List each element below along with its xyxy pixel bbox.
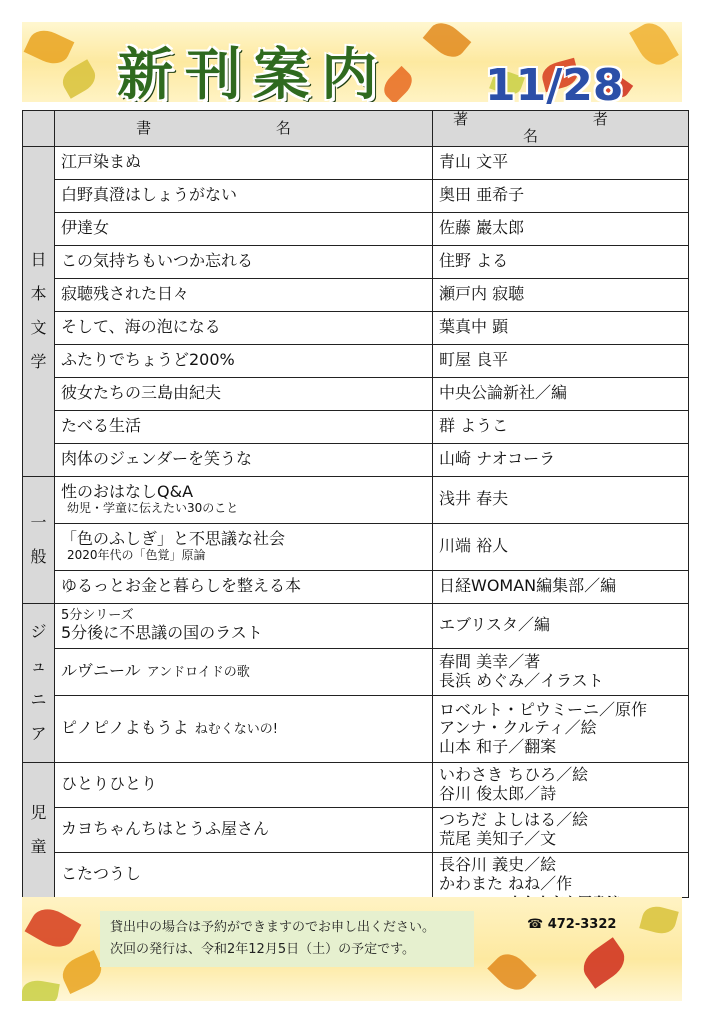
book-author: アンナ・クルティ／絵 [439,718,597,738]
table-row [23,212,689,245]
table-row [23,852,689,897]
book-title: 「色のふしぎ」と不思議な社会 [61,529,286,549]
book-author-cell [433,212,689,245]
book-author-cell [433,245,689,278]
book-author: つちだ よしはる／絵 [439,810,589,830]
book-title: ひとりひとり [61,774,158,794]
book-author: 川端 裕人 [439,536,509,556]
category-label: 一般 [30,512,47,566]
book-title-cell [55,344,433,377]
category-label: 日本文学 [30,250,47,371]
book-author-cell [433,311,689,344]
book-author-cell [433,377,689,410]
book-title-cell [55,603,433,648]
book-subtitle: 2020年代の「色覚」原論 [67,547,206,562]
book-author: 荒尾 美知子／文 [439,828,557,848]
book-title: この気持ちもいつか忘れる [61,251,254,271]
book-title: 伊達女 [61,218,110,238]
table-row [23,245,689,278]
book-author: ロベルト・ピウミーニ／原作 [439,699,648,719]
issue-date: 11/28 [485,60,624,111]
autumn-leaf-icon [24,25,75,70]
autumn-leaf-icon [487,947,536,996]
book-author-cell [433,443,689,476]
book-author: 住野 よる [439,251,509,271]
autumn-leaf-icon [423,22,472,64]
table-row [23,603,689,648]
table-row [23,311,689,344]
book-title: ゆるっとお金と暮らしを整える本 [61,576,302,596]
category-label: ジュニア [30,621,47,743]
notice-box [100,911,474,967]
category-label-cell [23,146,55,476]
header-corner [23,111,55,147]
book-title: そして、海の泡になる [61,317,221,337]
book-author: 山本 和子／翻案 [439,736,557,756]
autumn-leaf-icon [25,902,82,954]
page-title: 新刊案内 [117,43,389,102]
library-phone: ☎ 472-3322 [527,917,617,932]
notice-line-next-issue: 次回の発行は、令和2年12月5日（土）の予定です。 [110,942,416,957]
book-author: 中央公論新社／編 [439,383,568,403]
book-author: 春間 美幸／著 [439,652,541,672]
book-author: 長浜 めぐみ／イラスト [439,670,604,690]
book-author: 長谷川 義史／絵 [439,855,557,875]
book-title: 寂聴残された日々 [61,284,190,304]
book-title: こたつうし [61,864,142,884]
column-header-author: 著 者 名 [433,111,689,147]
book-title: ピノピノよもうよ [61,718,189,738]
book-author-cell [433,476,689,523]
autumn-leaf-icon [58,59,100,99]
book-author-cell [433,762,689,807]
book-author: 葉真中 顕 [439,317,509,337]
column-header-title: 書 名 [55,111,433,147]
table-row [23,648,689,695]
book-author: 瀬戸内 寂聴 [439,284,525,304]
book-author: 群 ようこ [439,416,509,436]
book-title: ルヴニール [61,661,141,681]
table-row [23,377,689,410]
book-title-cell [55,311,433,344]
book-title-cell [55,146,433,179]
table-row [23,523,689,570]
table-header-row [23,111,689,147]
book-title-suffix: アンドロイドの歌 [146,665,250,681]
autumn-leaf-icon [22,978,60,1001]
book-author-cell [433,603,689,648]
book-title: 肉体のジェンダーを笑うな [61,449,253,469]
book-author: 奥田 亜希子 [439,185,525,205]
category-label-cell [23,476,55,603]
book-title: ふたりでちょうど200% [61,350,235,370]
book-title-cell [55,807,433,852]
book-title: 性のおはなしQ&A [61,482,194,502]
book-title-cell [55,476,433,523]
autumn-leaf-icon [639,903,679,937]
book-title-cell [55,245,433,278]
book-title-cell [55,278,433,311]
table-body [23,146,689,897]
table-row [23,807,689,852]
book-title-cell [55,762,433,807]
table-row [23,695,689,762]
footer-banner [22,897,682,1001]
category-label-cell [23,762,55,897]
book-title-cell [55,523,433,570]
book-author-cell [433,146,689,179]
book-list-table [22,110,689,898]
book-author-cell [433,695,689,762]
book-author: 山崎 ナオコーラ [439,449,556,469]
book-author-cell [433,648,689,695]
book-title-cell [55,852,433,897]
book-title: カヨちゃんちはとうふ屋さん [61,819,270,839]
book-author-cell [433,344,689,377]
table-row [23,476,689,523]
book-author-cell [433,410,689,443]
category-label-cell [23,603,55,762]
book-author: 青山 文平 [439,152,509,172]
book-title-cell [55,212,433,245]
table-row [23,410,689,443]
book-title-cell [55,570,433,603]
table-row [23,443,689,476]
table-row [23,762,689,807]
book-author: いわさき ちひろ／絵 [439,765,589,785]
notice-line-reservation: 貸出中の場合は予約ができますのでお申し出ください。 [110,920,436,935]
series-label: 5分シリーズ [61,607,134,623]
category-label: 児童 [30,802,47,856]
book-author-cell [433,278,689,311]
book-title-cell [55,443,433,476]
autumn-leaf-icon [629,22,679,71]
book-title-cell [55,179,433,212]
autumn-leaf-icon [577,937,631,988]
book-author: 佐藤 巖太郎 [439,218,525,238]
book-subtitle: 幼児・学童に伝えたい30のこと [67,500,239,515]
book-title-suffix: ねむくないの! [194,722,278,738]
book-title-cell [55,648,433,695]
book-author: 日経WOMAN編集部／編 [439,576,617,596]
book-title: たべる生活 [61,416,142,436]
book-author: 町屋 良平 [439,350,509,370]
table-row [23,146,689,179]
table-row [23,278,689,311]
book-title-cell [55,377,433,410]
book-author: 谷川 俊太郎／詩 [439,783,557,803]
table-row [23,570,689,603]
book-title: 5分後に不思議の国のラスト [61,622,263,642]
book-author: かわまた ねね／作 [439,873,573,893]
table-row [23,344,689,377]
book-title-cell [55,410,433,443]
book-author: 浅井 春夫 [439,489,509,509]
book-author-cell [433,570,689,603]
book-author-cell [433,179,689,212]
book-title: 彼女たちの三島由紀夫 [61,383,222,403]
book-author-cell [433,523,689,570]
book-author-cell [433,807,689,852]
book-author: エブリスタ／編 [439,615,551,635]
book-title: 江戸染まぬ [61,152,142,172]
book-author-cell [433,852,689,897]
book-title: 白野真澄はしょうがない [61,185,238,205]
table-row [23,179,689,212]
book-title-cell [55,695,433,762]
